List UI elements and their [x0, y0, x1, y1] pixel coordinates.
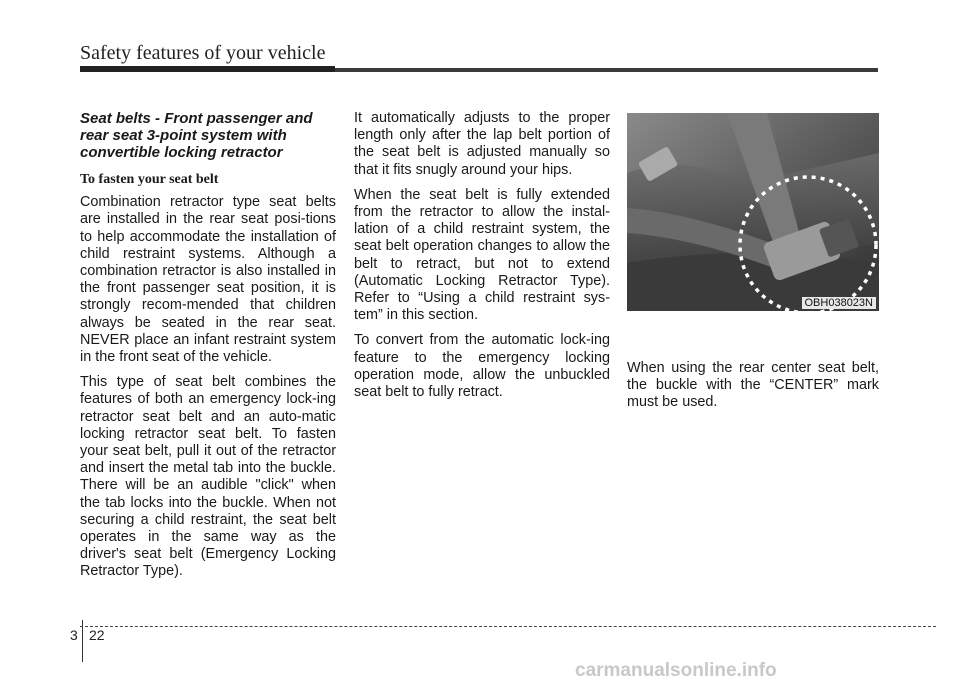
section-subheading: To fasten your seat belt	[80, 172, 219, 187]
paragraph: This type of seat belt combines the features of both an emergency lock-ing retractor seat belt and an auto-matic locking retractor seat belt. To fasten your seat belt, pull it out of the retractor and insert the metal tab into the buckle. There will be an audible "click" when the tab locks into the buckle. When not securing a child restraint, the seat belt operates in the same way as the driver's seat belt (Emergency Locking Retractor Type).	[80, 374, 336, 580]
seat-belt-buckle-figure	[627, 113, 879, 311]
header-rule-accent	[80, 66, 335, 72]
paragraph: When using the rear center seat belt, the buckle with the “CENTER” mark must be used.	[627, 360, 879, 411]
figure-caption: OBH038023N	[802, 297, 877, 309]
footer-rule	[80, 626, 936, 627]
text-column-3	[627, 360, 879, 420]
paragraph: It automatically adjusts to the proper length only after the lap belt portion of the seat belt is adjusted manually so that it fits snugly around your hips.	[354, 110, 610, 178]
paragraph: Combination retractor type seat belts are installed in the rear seat posi-tions to help accommodate the installation of child restraint systems. Although a combination retractor is also installed in the front passenger seat position, it is strongly recom-mended that children always be seated in the rear seat. NEVER place an infant restraint system in the front seat of the vehicle.	[80, 194, 336, 366]
chapter-number: 3	[70, 627, 78, 643]
text-column-1	[80, 110, 336, 589]
section-heading: Seat belts - Front passenger and rear seat 3-point system with convertible locking retractor	[80, 110, 313, 161]
page-header-title: Safety features of your vehicle	[80, 42, 326, 64]
paragraph: When the seat belt is fully extended from the retractor to allow the instal-lation of a child restraint system, the seat belt operation changes to allow the belt to retract, but not to extend (Automatic Locking Retractor Type). Refer to “Using a child restraint sys-tem” in this section.	[354, 186, 610, 324]
watermark: carmanualsonline.info	[575, 660, 777, 681]
paragraph: To convert from the automatic lock-ing feature to the emergency locking operation mode, allow the unbuckled seat belt to fully retract.	[354, 332, 610, 401]
text-column-2	[354, 110, 610, 409]
footer-separator	[82, 620, 83, 662]
page-number: 22	[89, 627, 105, 643]
seat-belt-buckle-illustration	[627, 113, 879, 311]
